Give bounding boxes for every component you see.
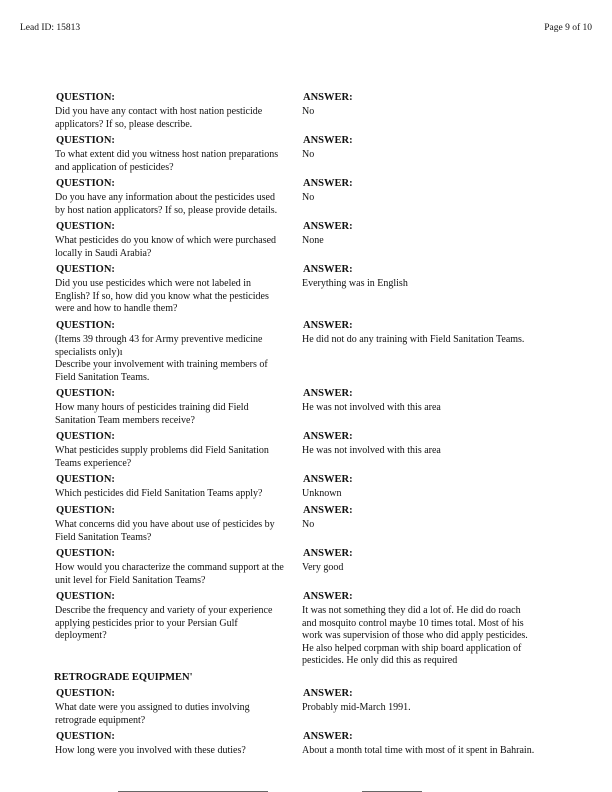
answer-block bbox=[302, 319, 562, 347]
answer-label: ANSWER: bbox=[303, 688, 353, 699]
question-label: QUESTION: bbox=[56, 505, 115, 516]
question-block bbox=[55, 134, 295, 174]
answer-label: ANSWER: bbox=[303, 388, 353, 399]
question-text: deployment? bbox=[55, 630, 107, 641]
answer-label: ANSWER: bbox=[303, 92, 353, 103]
question-label: QUESTION: bbox=[56, 548, 115, 559]
question-label: QUESTION: bbox=[56, 264, 115, 275]
section-title: RETROGRADE EQUIPMEN' bbox=[54, 672, 193, 683]
question-text: Sanitation Team members receive? bbox=[55, 414, 195, 426]
answer-text: He also helped corpman with ship board application of bbox=[302, 642, 522, 654]
question-label: QUESTION: bbox=[56, 320, 115, 331]
question-label: QUESTION: bbox=[56, 135, 115, 146]
question-text: Did you use pesticides which were not labeled in bbox=[55, 278, 252, 289]
question-block bbox=[55, 263, 295, 316]
question-label: QUESTION: bbox=[56, 388, 115, 399]
question-label: QUESTION: bbox=[56, 731, 115, 742]
question-block bbox=[55, 387, 295, 427]
answer-block bbox=[302, 387, 562, 415]
question-text: What concerns did you have about use of pesticides by bbox=[55, 519, 275, 530]
answer-block bbox=[302, 430, 562, 458]
question-text: were and how to handle them? bbox=[55, 303, 178, 314]
question-label: QUESTION: bbox=[56, 178, 115, 189]
answer-label: ANSWER: bbox=[303, 264, 353, 275]
question-text: applying pesticides prior to your Persian Gulf bbox=[55, 617, 238, 629]
answer-label: ANSWER: bbox=[303, 135, 353, 146]
question-text: Do you have any information about the pesticides used bbox=[55, 192, 275, 203]
question-label: QUESTION: bbox=[56, 221, 115, 232]
answer-block bbox=[302, 473, 562, 501]
answer-label: ANSWER: bbox=[303, 320, 353, 331]
question-text: Describe your involvement with training members of bbox=[55, 359, 268, 370]
answer-block bbox=[302, 547, 562, 575]
question-text: English? If so, how did you know what the pesticides bbox=[55, 290, 269, 302]
question-label: QUESTION: bbox=[56, 474, 115, 485]
answer-block bbox=[302, 134, 562, 162]
answer-text: It was not something they did a lot of. He did do roach bbox=[302, 605, 521, 616]
answer-block bbox=[302, 504, 562, 532]
question-label: QUESTION: bbox=[56, 431, 115, 442]
question-text: How many hours of pesticides training did Field bbox=[55, 402, 249, 413]
question-block bbox=[55, 687, 295, 727]
question-text: What pesticides do you know of which were purchased bbox=[55, 235, 277, 246]
question-text: locally in Saudi Arabia? bbox=[55, 247, 152, 259]
answer-label: ANSWER: bbox=[303, 731, 353, 742]
question-text: What date were you assigned to duties involving bbox=[55, 702, 250, 713]
answer-block bbox=[302, 590, 562, 668]
answer-block bbox=[302, 91, 562, 119]
question-label: QUESTION: bbox=[56, 591, 115, 602]
question-text: How would you characterize the command support at the bbox=[55, 562, 284, 573]
question-text: How long were you involved with these duties? bbox=[55, 745, 246, 756]
answer-text: pesticides. He only did this as required bbox=[302, 655, 458, 666]
question-block bbox=[55, 430, 295, 470]
question-text: Field Sanitation Teams. bbox=[55, 371, 150, 383]
answer-label: ANSWER: bbox=[303, 548, 353, 559]
question-block bbox=[55, 547, 295, 587]
answer-text: No bbox=[302, 192, 315, 203]
question-label: QUESTION: bbox=[56, 92, 115, 103]
question-text: (Items 39 through 43 for Army preventive medicine bbox=[55, 334, 263, 345]
answer-label: ANSWER: bbox=[303, 178, 353, 189]
question-text: Field Sanitation Teams? bbox=[55, 531, 152, 543]
question-text: applicators? If so, please describe. bbox=[55, 118, 193, 130]
answer-text: About a month total time with most of it spent in Bahrain. bbox=[302, 745, 535, 756]
answer-text: None bbox=[302, 235, 324, 246]
question-block bbox=[55, 590, 295, 643]
question-text: unit level for Field Sanitation Teams? bbox=[55, 574, 206, 586]
answer-label: ANSWER: bbox=[303, 474, 353, 485]
question-text: by host nation applicators? If so, please provide details. bbox=[55, 204, 278, 216]
answer-text: No bbox=[302, 106, 315, 117]
question-block bbox=[55, 91, 295, 131]
question-block bbox=[55, 504, 295, 544]
answer-text: work was supervision of those who did apply pesticides. bbox=[302, 630, 528, 641]
answer-text: No bbox=[302, 149, 315, 160]
answer-text: Probably mid-March 1991. bbox=[302, 702, 411, 713]
answer-label: ANSWER: bbox=[303, 591, 353, 602]
answer-text: No bbox=[302, 519, 315, 530]
answer-text: and mosquito control maybe 10 times total. Most of his bbox=[302, 617, 524, 629]
question-text: Describe the frequency and variety of your experience bbox=[55, 605, 273, 616]
question-label: QUESTION: bbox=[56, 688, 115, 699]
question-block bbox=[55, 319, 295, 384]
question-text: specialists only)ı bbox=[55, 346, 123, 358]
question-text: retrograde equipment? bbox=[55, 714, 146, 726]
question-text: Did you have any contact with host nation pesticide bbox=[55, 106, 263, 117]
question-block bbox=[55, 177, 295, 217]
question-text: What pesticides supply problems did Field Sanitation bbox=[55, 445, 269, 456]
answer-label: ANSWER: bbox=[303, 505, 353, 516]
answer-text: Very good bbox=[302, 562, 344, 573]
answer-text: He was not involved with this area bbox=[302, 402, 441, 413]
question-block bbox=[55, 473, 295, 501]
question-block bbox=[55, 220, 295, 260]
answer-block bbox=[302, 177, 562, 205]
answer-text: He was not involved with this area bbox=[302, 445, 441, 456]
lead-id: Lead ID: 15813 bbox=[20, 23, 81, 33]
answer-text: Unknown bbox=[302, 488, 342, 499]
answer-block bbox=[302, 263, 562, 291]
answer-block bbox=[302, 687, 562, 715]
answer-block bbox=[302, 220, 562, 248]
answer-label: ANSWER: bbox=[303, 221, 353, 232]
question-text: To what extent did you witness host nation preparations bbox=[55, 149, 279, 160]
answer-text: He did not do any training with Field Sanitation Teams. bbox=[302, 334, 525, 345]
answer-text: Everything was in English bbox=[302, 278, 408, 289]
question-text: Teams experience? bbox=[55, 457, 132, 469]
answer-block bbox=[302, 730, 562, 758]
question-text: and application of pesticides? bbox=[55, 161, 174, 173]
page-number: Page 9 of 10 bbox=[544, 23, 592, 33]
question-text: Which pesticides did Field Sanitation Teams apply? bbox=[55, 488, 263, 499]
answer-label: ANSWER: bbox=[303, 431, 353, 442]
question-block bbox=[55, 730, 295, 758]
